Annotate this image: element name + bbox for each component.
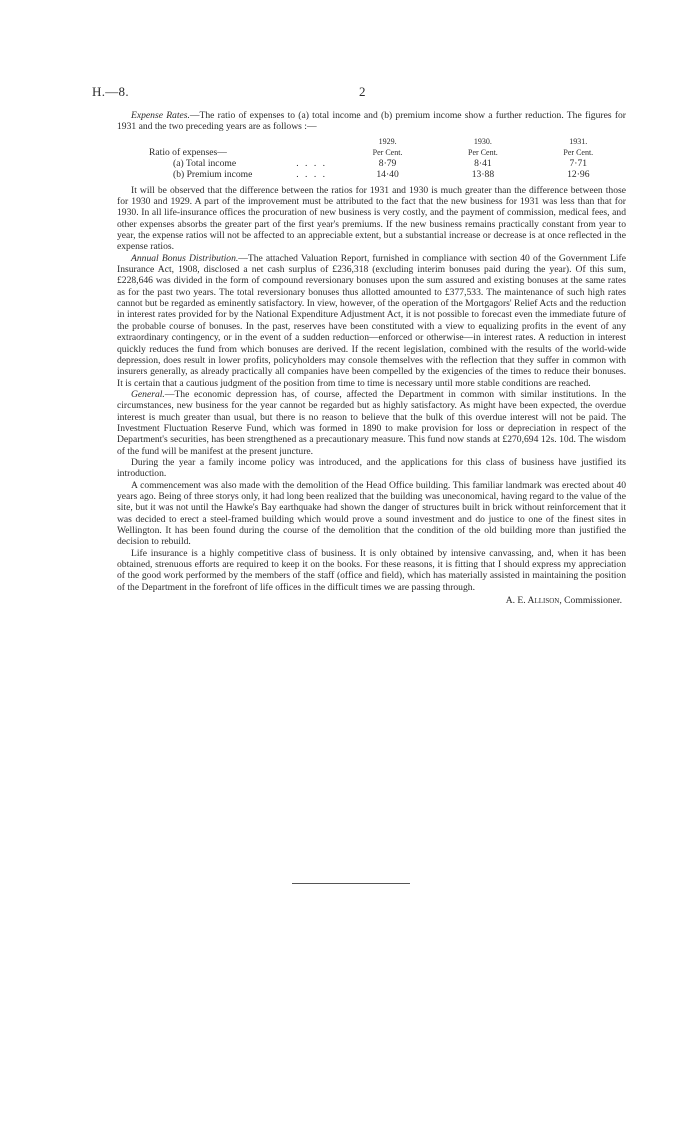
unit-label: Per Cent. xyxy=(563,147,594,157)
table-cell: 13·88 xyxy=(471,168,495,180)
life-insurance-paragraph: Life insurance is a highly competitive class of business. It is only obtained by intensive canvassing, and, when it has been obtained, strenuous efforts are required to keep it on the books. For these reasons, it is fitting that I should express my appreciation of the good work performed by the members of the staff (office and field), which has materially assisted in maintaining the position of the Department in the forefront of life offices in the difficult times we are passing through. xyxy=(117,547,626,593)
expense-rates-heading: Expense Rates. xyxy=(131,110,190,121)
year-1931: 1931. xyxy=(569,136,588,146)
table-row xyxy=(149,158,626,169)
difference-paragraph: It will be observed that the difference between the ratios for 1931 and 1930 is much greater than the difference between those for 1930 and 1929. A part of the improvement must be attributed to the fact that the new business for 1931 was less than that for 1930. In all life-insurance offices the procuration of new business is very costly, and the payment of commission, medical fees, and other expenses absorbs the greater part of the first year's premiums. If the new business remains practically constant from year to year, the expense ratios will not be affected to an appreciable extent, but a substantial increase or decrease is at once reflected in the expense ratios. xyxy=(117,184,626,253)
page-header xyxy=(92,84,652,100)
end-divider xyxy=(292,883,410,884)
row-label: (a) Total income xyxy=(173,157,237,169)
row-label: (b) Premium income xyxy=(173,168,253,180)
bonus-text: —The attached Valuation Report, furnished in compliance with section 40 of the Government Life Insurance Act, 1908, disclosed a net cash surplus of £236,318 (excluding interim bonuses paid during the year). Of this sum, £228,646 was divided in the form of compound reversionary bonuses upon the sum assured and existing bonuses at the same rates as for the past two years. The total reversionary bonuses thus allotted amounted to £377,533. The maintenance of such high rates cannot but be regarded as eminently satisfactory. In view, however, of the operation of the Mortgagors' Relief Acts and the reduction in interest rates provided for by the National Expenditure Adjustment Act, it is not possible to forecast even the immediate future of the probable course of bonuses. In the past, reserves have been constituted with a view to equalizing profits in the event of any extraordinary contingency, or in the event of a sudden reduction—enforced or otherwise—in interest rates. A reduction in interest quickly reduces the fund from which bonuses are derived. If the recent legislation, combined with the results of the world-wide depression, does result in lower profits, policyholders may console themselves with the reflection that they suffer in common with insurers generally, as already practically all companies have been compelled by the exigencies of the times to reduce their bonuses. It is certain that a cautious judgment of the position from time to time is necessary until more stable conditions are reached. xyxy=(117,252,626,389)
year-1930: 1930. xyxy=(473,136,492,146)
table-cell: 8·79 xyxy=(378,157,397,169)
leader-dots: . . . . xyxy=(296,168,328,180)
general-paragraph xyxy=(117,389,626,457)
general-text: —The economic depression has, of course, affected the Department in common with similar institutions. In the circumstances, new business for the year cannot be regarded but as highly satisfactory. As might have been expected, the overdue interest is much greater than usual, but there is no reason to believe that the bulk of this overdue interest will not be paid. The Investment Fluctuation Reserve Fund, which was formed in 1890 to make provision for loss or depreciation in respect of the Department's securities, has been strengthened as a precautionary measure. This fund now stands at £270,694 12s. 10d. The wisdom of the fund will be manifest at the present juncture. xyxy=(117,388,626,457)
leader-dots: . . . . xyxy=(296,157,328,169)
signature xyxy=(117,595,626,606)
unit-label: Per Cent. xyxy=(468,147,498,157)
table-header-row xyxy=(149,147,626,158)
table-row xyxy=(149,169,626,180)
expense-rates-paragraph xyxy=(117,110,626,133)
report-body xyxy=(117,110,626,606)
year-1929: 1929. xyxy=(378,136,397,146)
table-cell: 12·96 xyxy=(567,168,590,180)
expense-rates-text: —The ratio of expenses to (a) total income and (b) premium income show a further reduction. The figures for 1931 and the two preceding years are as follows :— xyxy=(117,110,627,133)
unit-label: Per Cent. xyxy=(372,147,403,157)
document-reference: H.—8. xyxy=(92,84,129,99)
demolition-paragraph: A commencement was also made with the demolition of the Head Office building. This familiar landmark was erected about 40 years ago. Being of three storys only, it had long been realized that the building was uneconomical, having regard to the value of the site, but it was not until the Hawke's Bay earthquake had shown the danger of structures built in brick without reinforcement that it was decided to erect a steel-framed building which would prove a sound investment and do justice to one of the finest sites in Wellington. It has been found during the course of the demolition that the condition of the old building more than justified the decision to rebuild. xyxy=(117,479,626,548)
signatory-name: A. E. Allison xyxy=(505,595,560,607)
ratio-group-label: Ratio of expenses— xyxy=(149,146,227,158)
family-income-paragraph: During the year a family income policy was introduced, and the applications for this class of business have justified its introduction. xyxy=(117,456,626,480)
table-year-row xyxy=(149,137,626,147)
table-cell: 7·71 xyxy=(569,157,588,169)
bonus-paragraph xyxy=(117,253,626,389)
expense-ratio-table xyxy=(149,137,626,180)
page-number: 2 xyxy=(359,84,366,99)
general-heading: General. xyxy=(131,388,165,400)
table-cell: 14·40 xyxy=(376,168,399,180)
table-cell: 8·41 xyxy=(474,157,492,169)
signatory-title: , Commissioner. xyxy=(559,595,622,607)
bonus-heading: Annual Bonus Distribution. xyxy=(131,252,239,264)
